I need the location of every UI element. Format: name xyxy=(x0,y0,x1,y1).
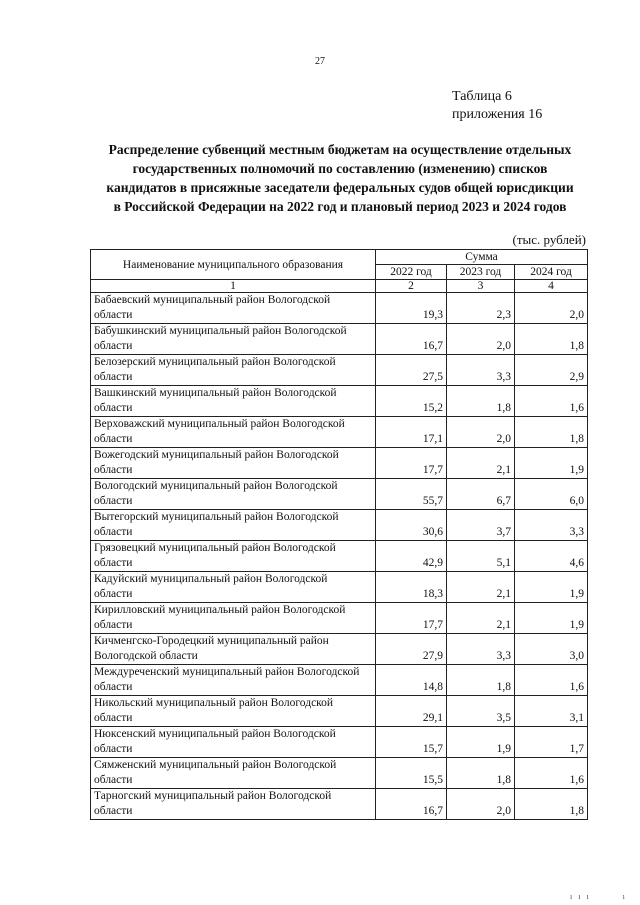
row-value-2023: 2,1 xyxy=(447,448,515,479)
row-name-line1: Грязовецкий муниципальный район Вологодской xyxy=(94,542,336,554)
row-value-2023: 5,1 xyxy=(447,541,515,572)
header-year-2023: 2023 год xyxy=(447,265,515,280)
row-value-2024: 1,9 xyxy=(515,448,588,479)
row-value-2023: 2,0 xyxy=(447,417,515,448)
table-row xyxy=(91,634,588,665)
header-name: Наименование муниципального образования xyxy=(91,250,376,280)
row-value-2022: 55,7 xyxy=(376,479,447,510)
row-value-2024: 3,3 xyxy=(515,510,588,541)
table-reference-line2: приложения 16 xyxy=(452,107,543,122)
row-value-2022: 14,8 xyxy=(376,665,447,696)
row-name xyxy=(91,417,376,448)
title-line3: кандидатов в присяжные заседатели федеральных судов общей юрисдикции xyxy=(106,180,574,195)
row-name xyxy=(91,696,376,727)
row-name xyxy=(91,603,376,634)
col-number-4: 4 xyxy=(515,280,588,293)
row-name-line1: Верховажский муниципальный район Вологодской xyxy=(94,418,345,430)
row-value-2024: 1,9 xyxy=(515,572,588,603)
row-name-line2: области xyxy=(94,309,133,321)
row-value-2022: 27,9 xyxy=(376,634,447,665)
row-name-line1: Бабаевский муниципальный район Вологодской xyxy=(94,294,331,306)
row-value-2024: 6,0 xyxy=(515,479,588,510)
table-row xyxy=(91,448,588,479)
row-name-line1: Кичменгско-Городецкий муниципальный район xyxy=(94,635,329,647)
table-row xyxy=(91,727,588,758)
table-row xyxy=(91,417,588,448)
row-value-2024: 1,8 xyxy=(515,789,588,820)
row-value-2023: 6,7 xyxy=(447,479,515,510)
row-value-2022: 16,7 xyxy=(376,789,447,820)
row-name-line1: Вожегодский муниципальный район Вологодской xyxy=(94,449,339,461)
table-row xyxy=(91,696,588,727)
row-value-2023: 3,5 xyxy=(447,696,515,727)
row-name-line2: области xyxy=(94,402,133,414)
row-name-line1: Вологодский муниципальный район Вологодской xyxy=(94,480,338,492)
row-value-2022: 15,2 xyxy=(376,386,447,417)
row-name-line2: Вологодской области xyxy=(94,650,198,662)
row-name-line2: области xyxy=(94,712,133,724)
row-value-2023: 3,3 xyxy=(447,355,515,386)
table-row xyxy=(91,386,588,417)
row-name-line2: области xyxy=(94,340,133,352)
row-value-2022: 29,1 xyxy=(376,696,447,727)
row-name-line2: области xyxy=(94,464,133,476)
row-name-line2: области xyxy=(94,743,133,755)
row-name-line2: области xyxy=(94,433,133,445)
row-name-line2: области xyxy=(94,681,133,693)
row-name-line2: области xyxy=(94,495,133,507)
table-row xyxy=(91,572,588,603)
row-name-line1: Кирилловский муниципальный район Вологодской xyxy=(94,604,346,616)
col-number-2: 2 xyxy=(376,280,447,293)
row-name xyxy=(91,355,376,386)
row-name-line2: области xyxy=(94,805,133,817)
row-value-2024: 2,0 xyxy=(515,293,588,324)
row-value-2023: 1,8 xyxy=(447,758,515,789)
row-name xyxy=(91,572,376,603)
document-title xyxy=(60,140,620,216)
row-value-2024: 1,8 xyxy=(515,324,588,355)
row-value-2023: 3,3 xyxy=(447,634,515,665)
row-value-2023: 3,7 xyxy=(447,510,515,541)
row-name-line2: области xyxy=(94,371,133,383)
row-name-line1: Белозерский муниципальный район Вологодской xyxy=(94,356,336,368)
row-value-2024: 3,0 xyxy=(515,634,588,665)
table-row xyxy=(91,603,588,634)
col-number-3: 3 xyxy=(447,280,515,293)
row-name xyxy=(91,541,376,572)
table-reference xyxy=(452,88,602,124)
col-number-1: 1 xyxy=(91,280,376,293)
title-line1: Распределение субвенций местным бюджетам на осуществление отдельных xyxy=(108,142,572,157)
row-name-line1: Междуреченский муниципальный район Вологодской xyxy=(94,666,360,678)
table-row xyxy=(91,293,588,324)
row-name-line1: Бабушкинский муниципальный район Вологодской xyxy=(94,325,347,337)
row-value-2023: 2,1 xyxy=(447,603,515,634)
row-name xyxy=(91,479,376,510)
table-row xyxy=(91,479,588,510)
row-value-2024: 3,1 xyxy=(515,696,588,727)
row-value-2023: 1,8 xyxy=(447,665,515,696)
row-name-line1: Нюксенский муниципальный район Вологодской xyxy=(94,728,336,740)
row-name xyxy=(91,634,376,665)
row-value-2022: 15,7 xyxy=(376,727,447,758)
table-row xyxy=(91,758,588,789)
row-value-2024: 1,9 xyxy=(515,603,588,634)
table-row xyxy=(91,665,588,696)
row-name xyxy=(91,727,376,758)
row-value-2022: 19,3 xyxy=(376,293,447,324)
header-year-2022: 2022 год xyxy=(376,265,447,280)
row-name xyxy=(91,758,376,789)
row-value-2022: 17,7 xyxy=(376,448,447,479)
row-value-2023: 2,0 xyxy=(447,789,515,820)
row-value-2024: 1,6 xyxy=(515,758,588,789)
row-name xyxy=(91,665,376,696)
row-name-line2: области xyxy=(94,526,133,538)
page-number: 27 xyxy=(315,56,325,67)
scan-mark: ı ı ı ı xyxy=(570,892,627,901)
table-reference-line1: Таблица 6 xyxy=(452,89,512,104)
row-name xyxy=(91,789,376,820)
subvention-table xyxy=(90,249,588,820)
row-name xyxy=(91,324,376,355)
row-name-line2: области xyxy=(94,557,133,569)
row-name xyxy=(91,448,376,479)
table-row xyxy=(91,541,588,572)
table-row xyxy=(91,789,588,820)
row-value-2023: 2,1 xyxy=(447,572,515,603)
row-value-2022: 16,7 xyxy=(376,324,447,355)
row-name-line1: Никольский муниципальный район Вологодской xyxy=(94,697,334,709)
table-row xyxy=(91,510,588,541)
row-value-2024: 1,7 xyxy=(515,727,588,758)
row-name xyxy=(91,386,376,417)
header-year-2024: 2024 год xyxy=(515,265,588,280)
row-value-2024: 1,8 xyxy=(515,417,588,448)
title-line4: в Российской Федерации на 2022 год и плановый период 2023 и 2024 годов xyxy=(113,199,567,214)
row-value-2023: 2,3 xyxy=(447,293,515,324)
row-value-2022: 18,3 xyxy=(376,572,447,603)
row-name-line2: области xyxy=(94,588,133,600)
row-name-line1: Тарногский муниципальный район Вологодской xyxy=(94,790,332,802)
row-name-line1: Кадуйский муниципальный район Вологодской xyxy=(94,573,328,585)
row-name-line1: Сямженский муниципальный район Вологодской xyxy=(94,759,337,771)
row-value-2024: 2,9 xyxy=(515,355,588,386)
row-value-2024: 1,6 xyxy=(515,665,588,696)
row-value-2022: 27,5 xyxy=(376,355,447,386)
row-value-2023: 1,9 xyxy=(447,727,515,758)
title-line2: государственных полномочий по составлению (изменению) списков xyxy=(132,161,548,176)
row-value-2022: 30,6 xyxy=(376,510,447,541)
row-value-2024: 4,6 xyxy=(515,541,588,572)
row-value-2022: 17,1 xyxy=(376,417,447,448)
row-name xyxy=(91,510,376,541)
header-sum: Сумма xyxy=(376,250,588,265)
row-name-line2: области xyxy=(94,619,133,631)
row-name-line1: Вашкинский муниципальный район Вологодской xyxy=(94,387,337,399)
row-name-line1: Вытегорский муниципальный район Вологодской xyxy=(94,511,339,523)
row-value-2022: 15,5 xyxy=(376,758,447,789)
table-row xyxy=(91,355,588,386)
row-value-2023: 1,8 xyxy=(447,386,515,417)
row-name xyxy=(91,293,376,324)
row-value-2024: 1,6 xyxy=(515,386,588,417)
units-label: (тыс. рублей) xyxy=(512,232,586,247)
row-value-2022: 42,9 xyxy=(376,541,447,572)
row-value-2023: 2,0 xyxy=(447,324,515,355)
row-value-2022: 17,7 xyxy=(376,603,447,634)
table-row xyxy=(91,324,588,355)
row-name-line2: области xyxy=(94,774,133,786)
